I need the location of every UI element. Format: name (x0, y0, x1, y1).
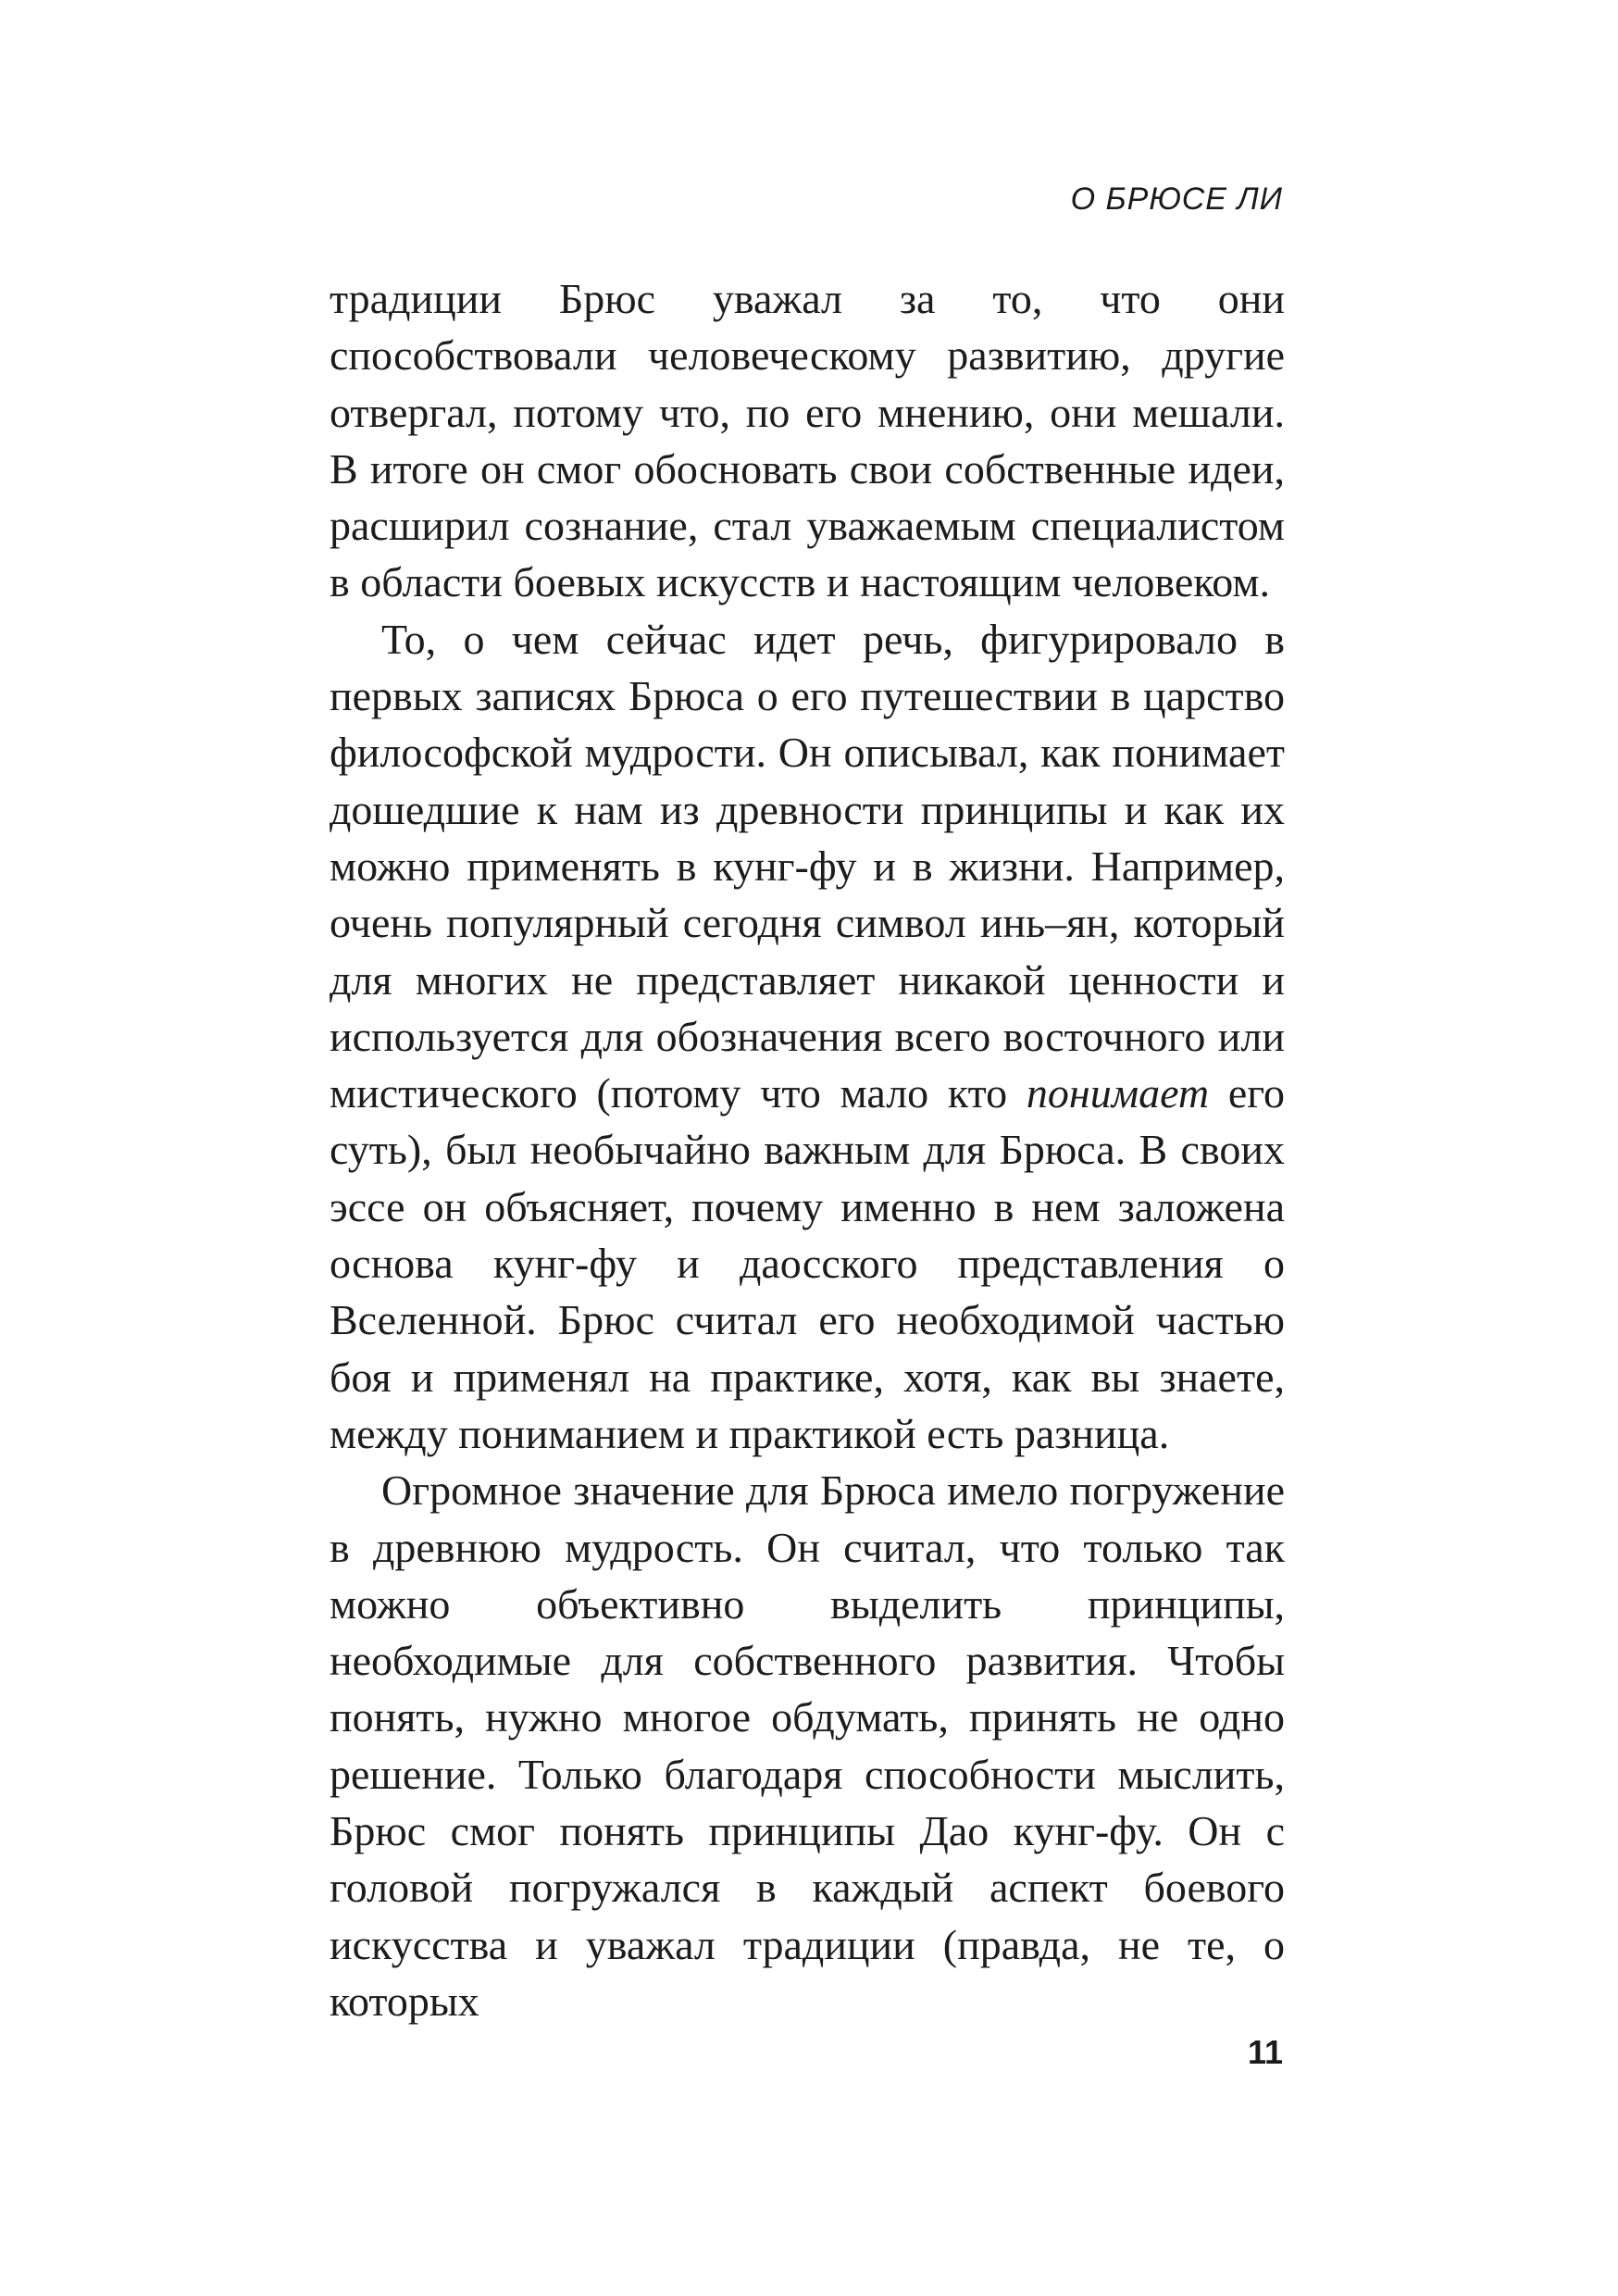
paragraph-1: традиции Брюс уважал за то, что они способствовали человеческому развитию, другие отвергал, потому что, по его мнению, они мешали. В итоге он смог обосновать свои собственные идеи, расширил сознание, стал уважаемым специалистом в области боевых искусств и настоящим человеком. (330, 275, 1285, 606)
paragraph-2 (330, 611, 1285, 1462)
paragraph-2-part-2: его суть), был необычайно важным для Брюса. В своих эссе он объясняет, почему именно в нем заложена основа кунг-фу и даосского представления о Вселенной. Брюс считал его необходимой частью боя и применял на практике, хотя, как вы знаете, между пониманием и практикой есть разница. (330, 1069, 1286, 1457)
emphasis-ponimaet: понимает (1026, 1069, 1210, 1117)
paragraph-2-part-1: То, о чем сейчас идет речь, фигурировало в первых записях Брюса о его путешествии в царство философской мудрости. Он описывал, как понимает дошедшие к нам из древности принципы и как их можно применять в кунг-фу и в жизни. Например, очень популярный сегодня символ инь–ян, который для многих не представляет никакой ценности и используется для обозначения всего восточного или мистического (потому что мало кто (330, 615, 1285, 1117)
paragraph-3: Огромное значение для Брюса имело погружение в древнюю мудрость. Он считал, что только так можно объективно выделить принципы, необходимые для собственного развития. Чтобы понять, нужно многое обдумать, принять не одно решение. Только благодаря способности мыслить, Брюс смог понять принципы Дао кунг-фу. Он с головой погружался в каждый аспект боевого искусства и уважал традиции (правда, не те, о которых (330, 1466, 1285, 2025)
running-header: О БРЮСЕ ЛИ (1070, 181, 1283, 217)
page-number: 11 (1247, 2033, 1283, 2071)
body-text (330, 270, 1285, 2029)
